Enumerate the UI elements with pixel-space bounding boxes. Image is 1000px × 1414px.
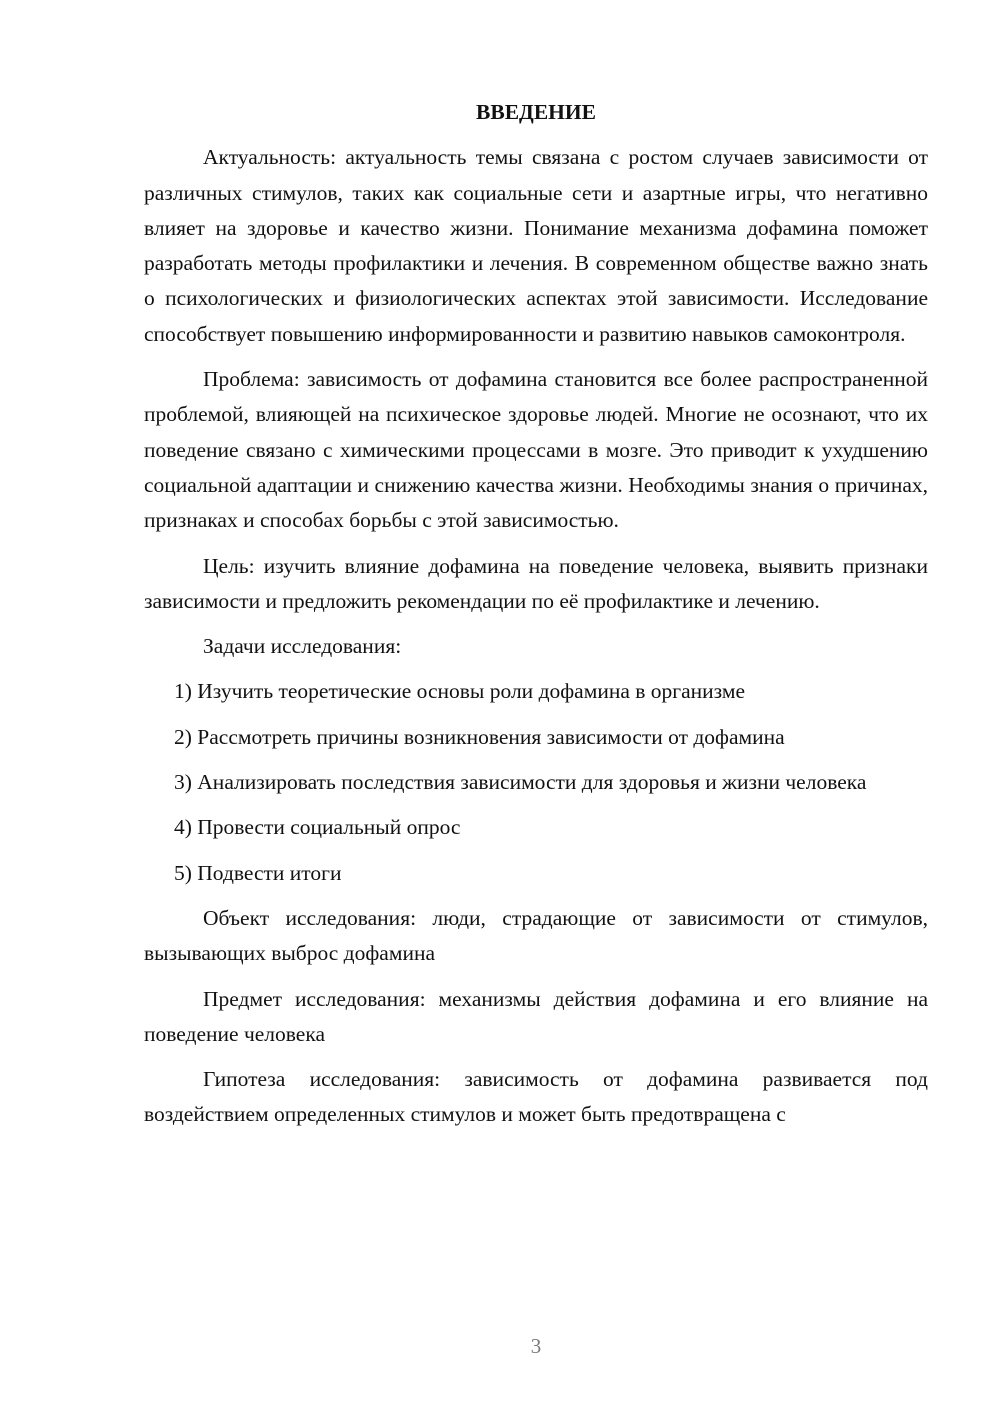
section-heading: ВВЕДЕНИЕ	[476, 100, 596, 124]
task-item-5: 5) Подвести итоги	[174, 860, 342, 885]
task-item-3: 3) Анализировать последствия зависимости для здоровья и жизни человека	[174, 770, 867, 795]
task-item-4: 4) Провести социальный опрос	[174, 815, 461, 840]
task-item-2: 2) Рассмотреть причины возникновения зависимости от дофамина	[174, 724, 785, 749]
problem-paragraph: Проблема: зависимость от дофамина становится все более распространенной проблемой, влияющей на психическое здоровье людей. Многие не осознают, что их поведение связано с химическими процессами в мозге. Это приводит к ухудшению социальной адаптации и снижению качества жизни. Необходимы знания о причинах, признаках и способах борьбы с этой зависимостью.	[144, 367, 928, 533]
task-item-1: 1) Изучить теоретические основы роли дофамина в организме	[174, 679, 745, 704]
subject-paragraph: Предмет исследования: механизмы действия дофамина и его влияние на поведение человека	[144, 986, 928, 1046]
tasks-intro: Задачи исследования:	[203, 634, 402, 659]
page-content	[144, 95, 928, 1143]
page-number: 3	[530, 1334, 542, 1358]
hypothesis-paragraph: Гипотеза исследования: зависимость от дофамина развивается под воздействием определенных стимулов и может быть предотвращена с	[144, 1067, 928, 1127]
relevance-paragraph: Актуальность: актуальность темы связана с ростом случаев зависимости от различных стимулов, таких как социальные сети и азартные игры, что негативно влияет на здоровье и качество жизни. Понимание механизма дофамина поможет разработать методы профилактики и лечения. В современном обществе важно знать о психологических и физиологических аспектах этой зависимости. Исследование способствует повышению информированности и развитию навыков самоконтроля.	[144, 145, 928, 346]
goal-paragraph: Цель: изучить влияние дофамина на поведение человека, выявить признаки зависимости и предложить рекомендации по её профилактике и лечению.	[144, 553, 928, 613]
object-paragraph: Объект исследования: люди, страдающие от зависимости от стимулов, вызывающих выброс дофамина	[144, 905, 928, 966]
